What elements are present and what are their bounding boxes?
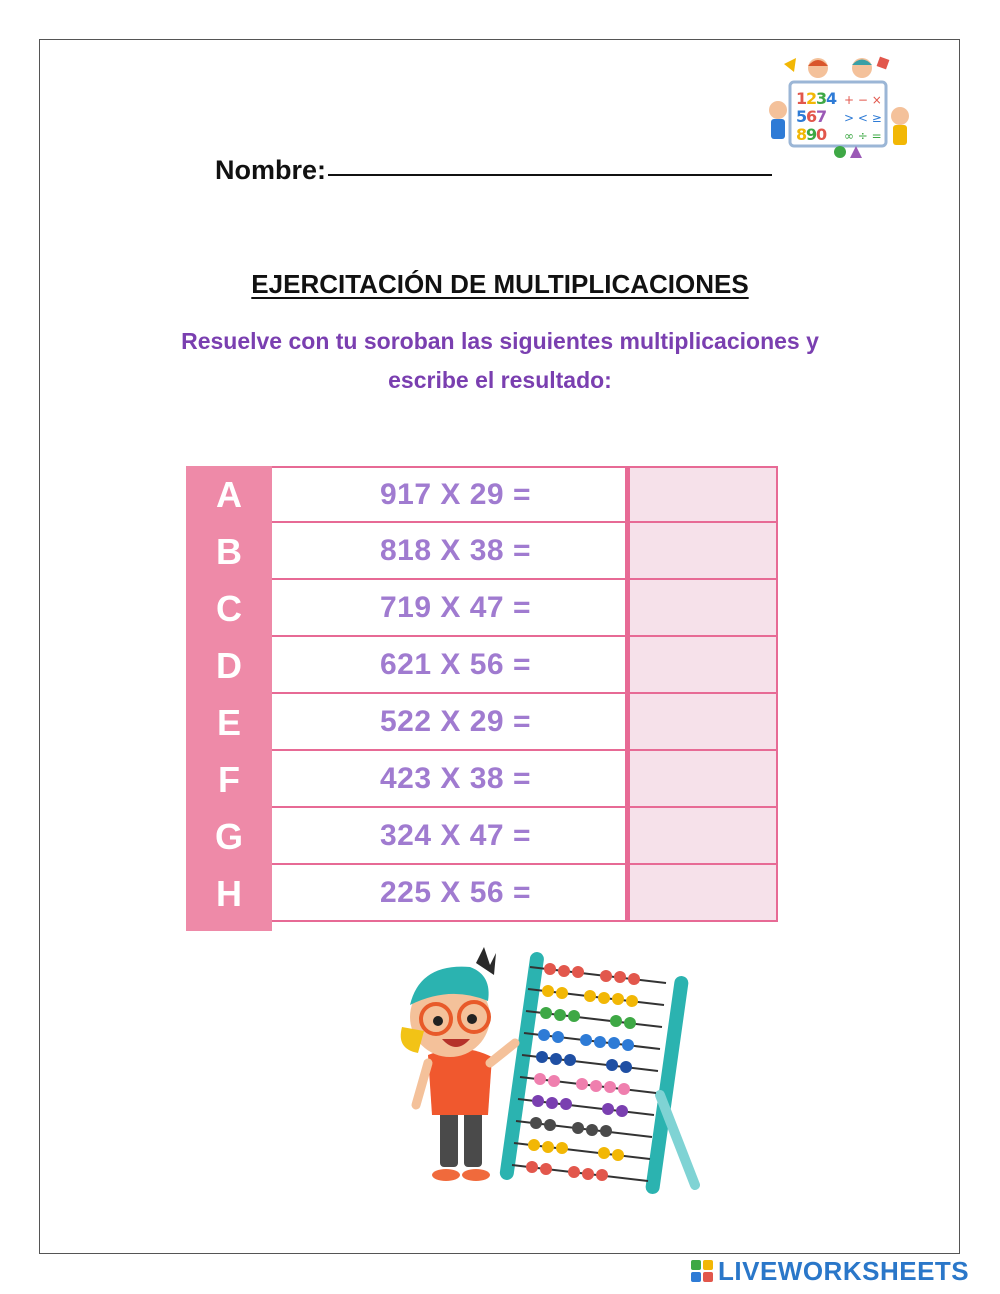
name-label: Nombre: <box>215 155 327 185</box>
svg-text:3: 3 <box>816 89 828 108</box>
exercise-letter: D <box>216 644 242 686</box>
exercise-letter: G <box>214 815 243 857</box>
footer-brand-text: LIVEWORKSHEETS <box>718 1255 970 1286</box>
boy-abacus-illustration <box>380 945 710 1200</box>
svg-text:+ − ×: + − × <box>844 93 882 107</box>
worksheet-title <box>0 269 1000 300</box>
answer-box[interactable] <box>627 751 778 808</box>
name-blank-line[interactable] <box>328 174 772 176</box>
exercise-letter: F <box>218 758 240 800</box>
exercise-expression: 917 X 29 = <box>272 466 627 523</box>
svg-text:2: 2 <box>806 89 818 108</box>
svg-text:7: 7 <box>816 107 828 126</box>
answer-box[interactable] <box>627 865 778 922</box>
exercise-letter: H <box>216 872 242 914</box>
exercise-expression: 225 X 56 = <box>272 865 627 922</box>
svg-text:9: 9 <box>806 125 818 144</box>
exercise-letter: E <box>216 701 241 743</box>
exercise-letter: B <box>216 530 242 572</box>
exercise-row <box>186 808 778 865</box>
exercise-row <box>186 466 778 523</box>
instructions-line-2: escribe el resultado: <box>388 367 612 393</box>
answer-box[interactable] <box>627 637 778 694</box>
exercise-row <box>186 694 778 751</box>
exercise-row <box>186 580 778 637</box>
svg-text:5: 5 <box>796 107 808 126</box>
svg-text:4: 4 <box>826 89 838 108</box>
svg-text:8: 8 <box>796 125 808 144</box>
instructions <box>130 322 870 400</box>
answer-box[interactable] <box>627 580 778 637</box>
exercise-expression: 818 X 38 = <box>272 523 627 580</box>
boy-icon <box>401 947 515 1181</box>
exercise-table <box>186 466 778 931</box>
svg-text:> < ≥: > < ≥ <box>844 111 882 125</box>
footer-brand[interactable] <box>690 1256 969 1286</box>
name-field-row <box>215 155 772 186</box>
exercise-letter: A <box>216 473 242 515</box>
svg-text:1: 1 <box>796 89 808 108</box>
svg-text:∞ ÷ =: ∞ ÷ = <box>844 129 882 143</box>
kids-numbers-illustration <box>766 54 912 160</box>
instructions-line-1: Resuelve con tu soroban las siguientes multiplicaciones y <box>181 328 819 354</box>
exercise-row <box>186 751 778 808</box>
exercise-letter: C <box>216 587 242 629</box>
exercise-expression: 522 X 29 = <box>272 694 627 751</box>
worksheet-title-text: EJERCITACIÓN DE MULTIPLICACIONES <box>251 269 749 299</box>
svg-text:0: 0 <box>816 125 828 144</box>
exercise-row <box>186 637 778 694</box>
exercise-row <box>186 523 778 580</box>
exercise-expression: 324 X 47 = <box>272 808 627 865</box>
answer-box[interactable] <box>627 808 778 865</box>
liveworksheets-logo-icon <box>690 1259 714 1283</box>
exercise-expression: 719 X 47 = <box>272 580 627 637</box>
svg-text:6: 6 <box>806 107 818 126</box>
answer-box[interactable] <box>627 694 778 751</box>
exercise-row <box>186 865 778 922</box>
abacus-icon <box>499 951 695 1195</box>
exercise-expression: 621 X 56 = <box>272 637 627 694</box>
answer-box[interactable] <box>627 523 778 580</box>
exercise-expression: 423 X 38 = <box>272 751 627 808</box>
answer-box[interactable] <box>627 466 778 523</box>
